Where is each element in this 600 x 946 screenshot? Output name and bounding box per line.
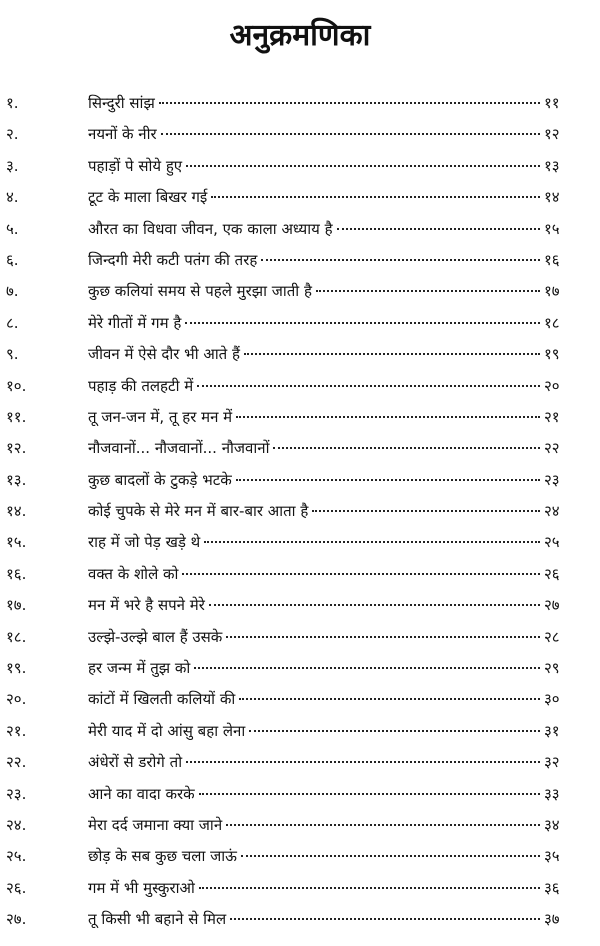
toc-entry-number: २५. (6, 847, 27, 866)
toc-entry-title: टूट के माला बिखर गई (88, 188, 208, 207)
toc-entry-number: २४. (6, 815, 27, 834)
toc-entry (0, 371, 600, 402)
toc-entry (0, 496, 600, 527)
toc-entry-page: ३६ (544, 878, 560, 897)
toc-entry-page: १६ (544, 250, 560, 269)
toc-entry-page: १२ (544, 125, 560, 144)
toc-entry (0, 119, 600, 150)
toc-entry (0, 590, 600, 621)
toc-entry-number: ७. (6, 282, 19, 301)
toc-entry (0, 559, 600, 590)
toc-entry-page: १७ (544, 282, 560, 301)
dot-leader (204, 541, 540, 543)
toc-entry-number: १४. (6, 502, 27, 521)
table-of-contents (0, 88, 600, 936)
toc-entry-title: तू किसी भी बहाने से मिल (88, 910, 227, 929)
toc-entry-number: १२. (6, 439, 27, 458)
toc-entry-number: ५. (6, 219, 19, 238)
toc-entry-number: २०. (6, 690, 27, 709)
dot-leader (197, 385, 540, 387)
toc-entry-number: २. (6, 125, 19, 144)
toc-entry-page: २९ (544, 659, 560, 678)
toc-entry-page: १३ (544, 156, 560, 175)
dot-leader (239, 698, 540, 700)
toc-entry (0, 308, 600, 339)
toc-entry-page: ३४ (544, 815, 560, 834)
toc-entry-page: २७ (544, 596, 560, 615)
dot-leader (199, 793, 540, 795)
toc-entry (0, 622, 600, 653)
toc-entry-page: ३१ (544, 721, 560, 740)
dot-leader (194, 667, 540, 669)
toc-entry-page: १४ (544, 188, 560, 207)
dot-leader (161, 133, 540, 135)
toc-entry-page: २८ (544, 627, 560, 646)
toc-entry-page: २१ (544, 407, 560, 426)
toc-entry-number: १३. (6, 470, 27, 489)
toc-entry-title: कोई चुपके से मेरे मन में बार-बार आता है (88, 502, 309, 521)
dot-leader (226, 824, 540, 826)
toc-entry-title: औरत का विधवा जीवन, एक काला अध्याय है (88, 219, 333, 238)
toc-entry-number: ३. (6, 156, 19, 175)
dot-leader (241, 855, 540, 857)
toc-entry-number: १५. (6, 533, 27, 552)
toc-entry-page: २५ (544, 533, 560, 552)
toc-entry-number: ८. (6, 313, 19, 332)
toc-entry-number: ११. (6, 407, 27, 426)
toc-entry-page: २० (544, 376, 560, 395)
toc-entry-page: ११ (544, 94, 560, 112)
toc-entry (0, 88, 600, 119)
toc-entry-number: १६. (6, 564, 27, 583)
toc-entry-title: वक्त के शोले को (88, 564, 179, 583)
toc-entry (0, 841, 600, 872)
dot-leader (186, 761, 540, 763)
dot-leader (261, 259, 540, 261)
toc-entry (0, 276, 600, 307)
dot-leader (273, 447, 540, 449)
dot-leader (244, 353, 540, 355)
toc-entry (0, 245, 600, 276)
dot-leader (185, 322, 540, 324)
toc-entry-title: मेरी याद में दो आंसु बहा लेना (88, 721, 246, 740)
toc-entry-title: आने का वादा करके (88, 784, 195, 803)
toc-entry (0, 873, 600, 904)
toc-entry-number: २७. (6, 910, 27, 929)
dot-leader (199, 887, 540, 889)
toc-entry-page: २३ (544, 470, 560, 489)
dot-leader (236, 479, 540, 481)
toc-entry-title: छोड़ के सब कुछ चला जाऊं (88, 847, 237, 866)
toc-entry-title: कुछ कलियां समय से पहले मुरझा जाती है (88, 282, 312, 301)
toc-entry (0, 402, 600, 433)
toc-entry-title: गम में भी मुस्कुराओ (88, 878, 195, 897)
dot-leader (226, 636, 540, 638)
toc-entry (0, 904, 600, 935)
toc-entry-title: अंधेरों से डरोगे तो (88, 753, 183, 772)
toc-entry-title: उल्झे-उल्झे बाल हैं उसके (88, 627, 223, 646)
toc-entry-title: हर जन्म में तुझ को (88, 659, 191, 678)
toc-entry-title: तू जन-जन में, तू हर मन में (88, 407, 233, 426)
dot-leader (249, 730, 540, 732)
dot-leader (182, 573, 540, 575)
dot-leader (312, 510, 540, 512)
toc-entry-page: १८ (544, 313, 560, 332)
dot-leader (337, 228, 540, 230)
toc-entry-title: पहाड़ की तलहटी में (88, 376, 194, 395)
toc-entry (0, 151, 600, 182)
toc-entry (0, 716, 600, 747)
page-title: अनुक्रमणिका (229, 18, 371, 53)
toc-entry-title: नयनों के नीर (88, 125, 157, 144)
toc-entry (0, 214, 600, 245)
toc-entry-number: ४. (6, 188, 19, 207)
toc-entry-title: कांटों में खिलती कलियों की (88, 690, 236, 709)
dot-leader (159, 102, 540, 104)
toc-entry-title: कुछ बादलों के टुकड़े भटके (88, 470, 232, 489)
dot-leader (230, 918, 540, 920)
toc-entry (0, 747, 600, 778)
dot-leader (236, 416, 540, 418)
toc-entry-title: मेरा दर्द जमाना क्या जाने (88, 815, 223, 834)
toc-entry-page: १९ (544, 345, 560, 364)
toc-entry (0, 779, 600, 810)
toc-entry-page: ३७ (544, 910, 560, 929)
toc-entry-title: सिन्दुरी सांझ (88, 94, 155, 112)
toc-entry-page: २२ (544, 439, 560, 458)
toc-entry-number: २६. (6, 878, 27, 897)
toc-entry (0, 653, 600, 684)
toc-entry-page: १५ (544, 219, 560, 238)
toc-entry-page: ३३ (544, 784, 560, 803)
toc-entry-page: ३२ (544, 753, 560, 772)
toc-entry (0, 684, 600, 715)
toc-entry-title: मन में भरे है सपने मेरे (88, 596, 205, 615)
dot-leader (211, 196, 540, 198)
dot-leader (316, 290, 540, 292)
toc-entry-number: १०. (6, 376, 27, 395)
toc-entry (0, 465, 600, 496)
toc-entry-number: १७. (6, 596, 27, 615)
toc-entry-number: २१. (6, 721, 27, 740)
toc-entry (0, 339, 600, 370)
toc-entry-title: मेरे गीतों में गम है (88, 313, 182, 332)
dot-leader (209, 604, 540, 606)
toc-entry-number: २३. (6, 784, 27, 803)
toc-entry-title: जिन्दगी मेरी कटी पतंग की तरह (88, 250, 258, 269)
dot-leader (186, 165, 540, 167)
toc-entry (0, 810, 600, 841)
toc-entry-page: २६ (544, 564, 560, 583)
toc-entry-title: पहाड़ों पे सोये हुए (88, 156, 183, 175)
toc-entry-page: ३० (544, 690, 560, 709)
toc-entry (0, 433, 600, 464)
toc-entry-number: ९. (6, 345, 19, 364)
toc-entry-number: १८. (6, 627, 27, 646)
toc-entry-title: जीवन में ऐसे दौर भी आते हैं (88, 345, 240, 364)
toc-entry-title: राह में जो पेड़ खड़े थे (88, 533, 201, 552)
toc-entry-page: २४ (544, 502, 560, 521)
toc-entry-title: नौजवानों... नौजवानों... नौजवानों (88, 439, 270, 458)
toc-entry-page: ३५ (544, 847, 560, 866)
toc-entry-number: १९. (6, 659, 27, 678)
toc-entry-number: ६. (6, 250, 19, 269)
toc-entry-number: २२. (6, 753, 27, 772)
toc-entry (0, 527, 600, 558)
toc-entry (0, 182, 600, 213)
toc-entry-number: १. (6, 94, 19, 112)
